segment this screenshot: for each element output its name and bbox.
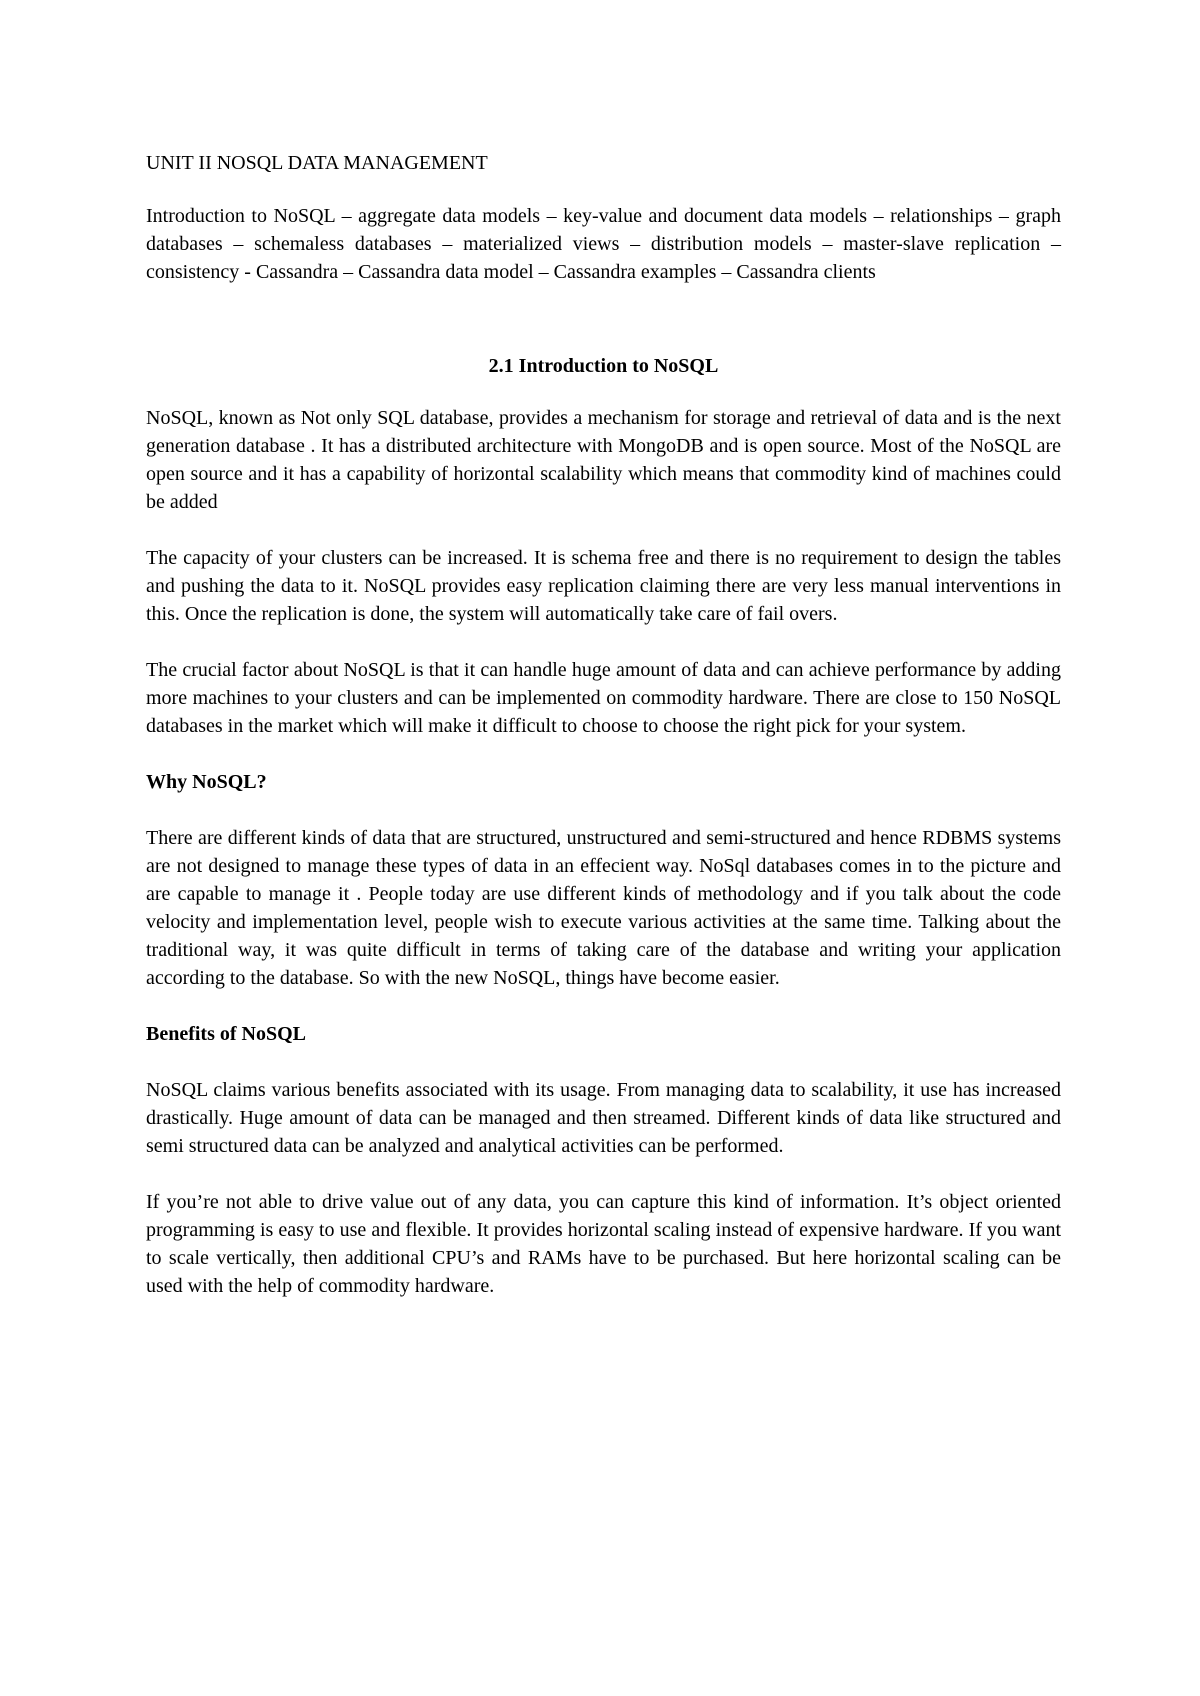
intro-paragraph-1: NoSQL, known as Not only SQL database, provides a mechanism for storage and retrieval of data and is the next generation database . It has a distributed architecture with MongoDB and is open source. Most of the NoSQL are open source and it has a capability of horizontal scalability which means that commodity kind of machines could be added xyxy=(146,407,1061,513)
document-body xyxy=(146,150,1061,1328)
benefits-paragraph-2: If you’re not able to drive value out of any data, you can capture this kind of information. It’s object oriented programming is easy to use and flexible. It provides horizontal scaling instead of expensive hardware. If you want to scale vertically, then additional CPU’s and RAMs have to be purchased. But here horizontal scaling can be used with the help of commodity hardware. xyxy=(146,1191,1061,1297)
unit-title: UNIT II NOSQL DATA MANAGEMENT xyxy=(146,152,488,174)
benefits-heading: Benefits of NoSQL xyxy=(146,1023,306,1045)
why-nosql-heading: Why NoSQL? xyxy=(146,771,267,793)
why-nosql-paragraph: There are different kinds of data that are structured, unstructured and semi-structured and hence RDBMS systems are not designed to manage these types of data in an effecient way. NoSql databases comes in to the picture and are capable to manage it . People today are use different kinds of methodology and if you talk about the code velocity and implementation level, people wish to execute various activities at the same time. Talking about the traditional way, it was quite difficult in terms of taking care of the database and writing your application according to the database. So with the new NoSQL, things have become easier. xyxy=(146,827,1061,989)
intro-paragraph-2: The capacity of your clusters can be increased. It is schema free and there is no requirement to design the tables and pushing the data to it. NoSQL provides easy replication claiming there are very less manual interventions in this. Once the replication is done, the system will automatically take care of fail overs. xyxy=(146,547,1061,625)
syllabus-topics: Introduction to NoSQL – aggregate data models – key-value and document data models – relationships – graph databases – schemaless databases – materialized views – distribution models – master-slave replication – consistency - Cassandra – Cassandra data model – Cassandra examples – Cassandra clients xyxy=(146,205,1061,283)
section-heading: 2.1 Introduction to NoSQL xyxy=(488,355,719,377)
intro-paragraph-3: The crucial factor about NoSQL is that it can handle huge amount of data and can achieve performance by adding more machines to your clusters and can be implemented on commodity hardware. There are close to 150 NoSQL databases in the market which will make it difficult to choose to choose the right pick for your system. xyxy=(146,659,1061,737)
benefits-paragraph-1: NoSQL claims various benefits associated with its usage. From managing data to scalability, it use has increased drastically. Huge amount of data can be managed and then streamed. Different kinds of data like structured and semi structured data can be analyzed and analytical activities can be performed. xyxy=(146,1079,1061,1157)
